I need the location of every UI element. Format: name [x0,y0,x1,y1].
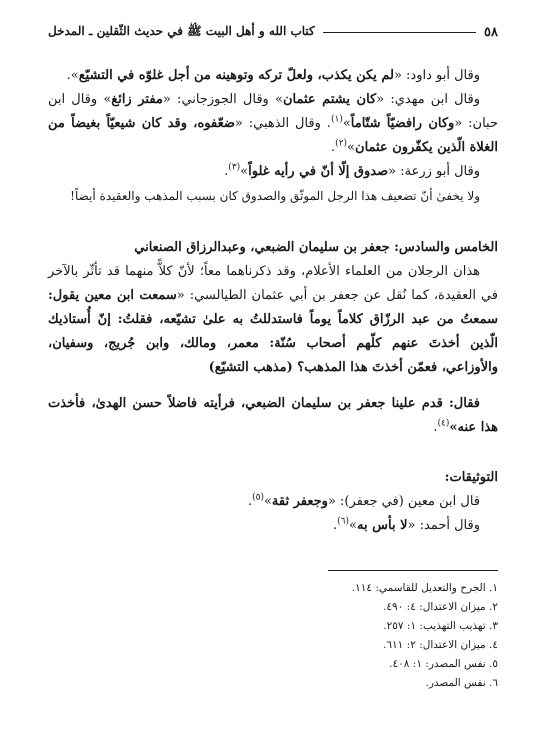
text-run: وقال أبو زرعة: « [388,164,480,179]
paragraph-reply [48,392,498,440]
spacer [48,380,498,392]
text-run: » [240,164,249,179]
text-run: وقال أبو داود: « [393,68,480,83]
section-heading: الخامس والسادس: جعفر بن سليمان الضبعي، وعبدالرزاق الصنعاني [134,240,498,255]
page-number: ٥٨ [484,24,498,40]
text-run: . [247,494,253,509]
text-run: » [263,494,272,509]
quote-text: ضعّفوه، وقد كان شيعيّاً بغيضاً من الغلاة الّذين يكفّرون عثمان [48,116,498,155]
text-run: » [347,140,356,155]
paragraph-conclusion: ولا يخفىٰ أنّ تضعيف هذا الرجل الموثّق والصدوق كان بسبب المذهب والعقيدة أيضاً! [70,189,480,203]
footnotes-block [48,570,498,693]
text-run: . [433,420,438,435]
tawthiqat-heading: التوثيقات: [444,470,498,485]
text-run: ». [66,68,79,83]
text-run: » [349,518,357,533]
quote-text: مفتر زائغ [111,92,163,107]
footnote-ref[interactable]: (١) [330,114,343,125]
footnote-ref[interactable]: (٥) [252,492,264,503]
footnote-ref[interactable]: (٤) [437,418,450,429]
paragraph-abu-dawud [48,64,498,88]
quote-text: فقال: قدم علينا جعفر بن سليمان الضبعي، فرأيته فاضلاً حسن الهدىٰ، فأخذت هذا عنه» [48,396,498,435]
quote-text: سمعت ابن معين يقول: سمعتُ من عبد الرزّاق كلاماً يوماً فاستدللتُ به علىٰ تشيّعه، فقلتُ: إنّ أُستاذيك الّذين أخذتَ عنهم كلّهم أصحاب سُنّة: معمر، ومالك، وابن جُريج، وسفيان، والأوزاعي، فعمّن أخذتَ هذا المذهب؟ (مذهب التشيّع) [48,288,498,375]
paragraph-ibn-mahdi [48,88,498,160]
text-run: وقال أحمد: « [407,518,480,533]
text-run: وقال ابن مهدي: « [376,92,480,107]
quote-text: وكان رافضيّاً شتّاماً [350,116,455,131]
tawthiqat-line-ibn-maeen [48,490,498,514]
text-run: » وقال ابن حبان: « [48,92,498,131]
text-run: » وقال الجوزجاني: « [162,92,283,107]
text-run: قال ابن معين (في جعفر): « [327,494,480,509]
footnote-rule [328,570,498,571]
quote-text: لم يكن يكذب، ولعلّ تركه وتوهينه من أجل غلوّه في التشيّع [78,68,394,83]
tawthiqat-line-ahmad [48,514,498,538]
footnote-item: ٢. ميزان الاعتدال: ٤: ٤٩٠. [383,601,498,613]
paragraph-two-men [48,260,498,380]
text-run: . [331,140,336,155]
page-body [48,64,498,538]
quote-text: وجعفر ثقة [271,494,328,509]
paragraph-abu-zura [48,160,498,184]
text-run: » [342,116,351,131]
header-rule [323,32,476,33]
footnote-item: ١. الجرح والتعديل للقاسمي: ١١٤. [351,582,498,594]
text-run: . [224,164,229,179]
footnote-ref[interactable]: (٢) [335,138,348,149]
quote-text: صدوق إلّا أنّ في رأيه غلواً [248,164,389,179]
text-run: . وقال الذهبي: « [234,116,331,131]
footnote-item: ٥. نفس المصدر: ١: ٤٠٨. [389,658,498,670]
text-run: هذان الرجلان من العلماء الأعلام، وقد ذكرناهما معاً؛ لأنّ كلاًّ منهما قد تأثّر بالآخر في العقيدة، كما نُقل عن جعفر بن أبي عثمان الطيالسي: « [48,264,499,303]
footnote-item: ٦. نفس المصدر. [425,677,498,689]
footnote-ref[interactable]: (٣) [228,162,241,173]
book-title: كتاب الله و أهل البيت ﷺ في حديث الثّقلين ـ المدخل [48,23,315,38]
footnote-item: ٤. ميزان الاعتدال: ٢: ٦١١. [383,639,498,651]
text-run: . [333,518,338,533]
quote-text: كان يشتم عثمان [282,92,377,107]
footnote-ref[interactable]: (٦) [337,516,350,527]
footnote-item: ٣. تهذيب التهذيب: ١: ٢٥٧. [383,620,498,632]
quote-text: لا بأس به [357,518,408,533]
running-header [48,20,498,44]
